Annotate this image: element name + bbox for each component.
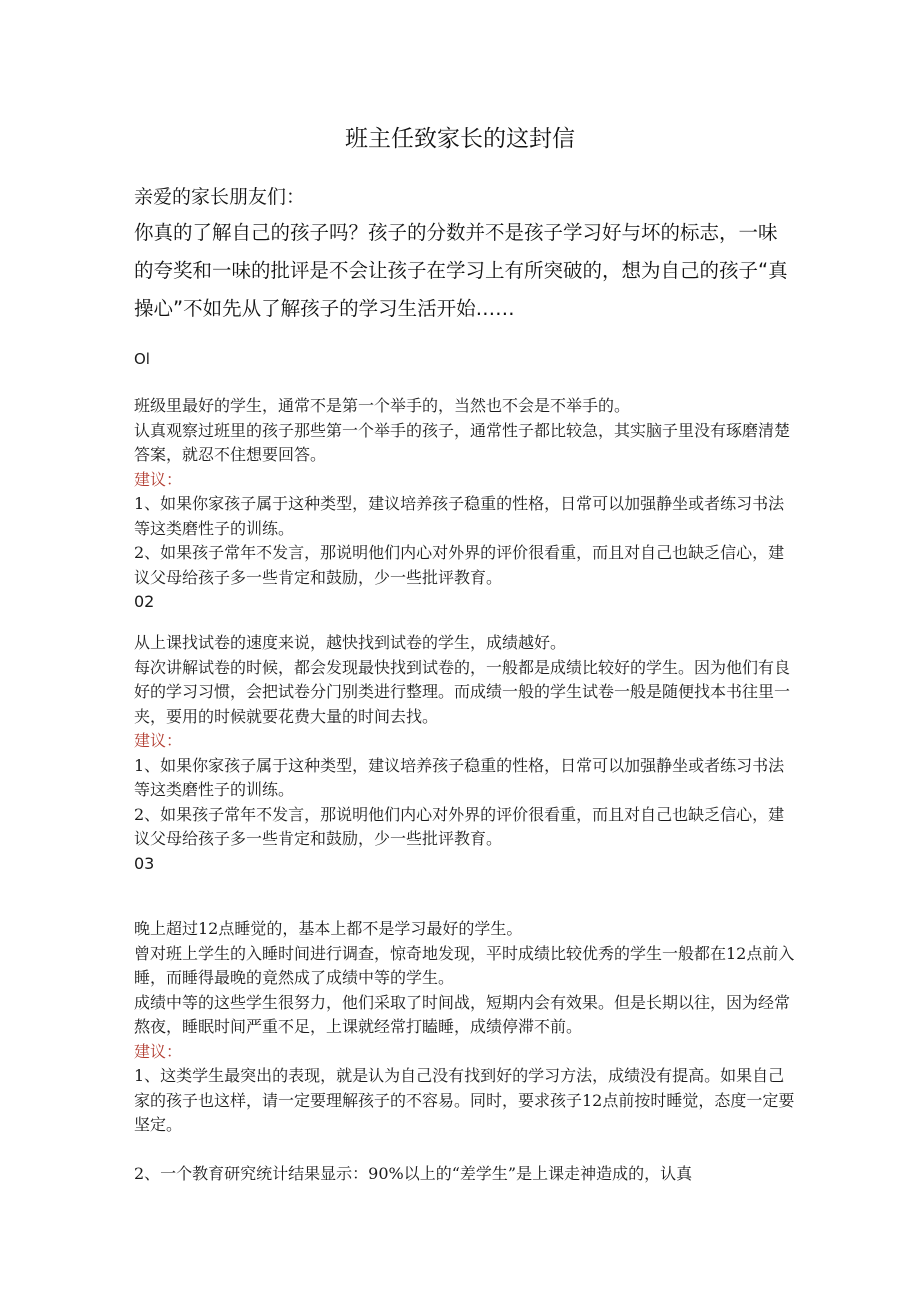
section-03 bbox=[134, 917, 796, 1186]
section-01 bbox=[134, 394, 796, 615]
advice-label: 建议： bbox=[134, 731, 183, 750]
greeting: 亲爱的家长朋友们： bbox=[134, 186, 306, 208]
advice-item: 2、如果孩子常年不发言，那说明他们内心对外界的评价很看重，而且对自己也缺乏信心，建议父母给孩子多一些肯定和鼓励，少一些批评教育。 bbox=[134, 543, 785, 587]
advice-label: 建议： bbox=[134, 1041, 183, 1061]
section-02 bbox=[134, 631, 796, 876]
paragraph: 成绩中等的这些学生很努力，他们采取了时间战，短期内会有效果。但是长期以往，因为经常熬夜，睡眠时间严重不足，上课就经常打瞌睡，成绩停滞不前。 bbox=[134, 992, 791, 1036]
paragraph: 曾对班上学生的入睡时间进行调查，惊奇地发现，平时成绩比较优秀的学生一般都在12点前入睡，而睡得最晚的竟然成了成绩中等的学生。 bbox=[134, 943, 795, 987]
advice-item: 2、如果孩子常年不发言，那说明他们内心对外界的评价很看重，而且对自己也缺乏信心，建议父母给孩子多一些肯定和鼓励，少一些批评教育。 bbox=[134, 804, 785, 848]
advice-item: 1、如果你家孩子属于这种类型，建议培养孩子稳重的性格，日常可以加强静坐或者练习书法等这类磨性子的训练。 bbox=[134, 755, 785, 799]
advice-item: 2、一个教育研究统计结果显示：90%以上的“差学生”是上课走神造成的，认真 bbox=[134, 1163, 693, 1183]
advice-label: 建议： bbox=[134, 469, 183, 489]
section-marker-03: 03 bbox=[134, 853, 155, 873]
section-marker-02: 02 bbox=[134, 592, 155, 611]
advice-item: 1、这类学生最突出的表现，就是认为自己没有找到好的学习方法，成绩没有提高。如果自己家的孩子也这样，请一定要理解孩子的不容易。同时，要求孩子12点前按时睡觉，态度一定要坚定。 bbox=[134, 1066, 795, 1134]
section-marker-01: Ol bbox=[134, 350, 150, 368]
intro-block bbox=[134, 180, 794, 328]
paragraph: 从上课找试卷的速度来说，越快找到试卷的学生，成绩越好。 bbox=[134, 633, 567, 652]
lead-paragraph: 你真的了解自己的孩子吗？孩子的分数并不是孩子学习好与坏的标志，一味的夸奖和一味的批评是不会让孩子在学习上有所突破的，想为自己的孩子“真操心”不如先从了解孩子的学习生活开始…… bbox=[134, 221, 788, 320]
page-title: 班主任致家长的这封信 bbox=[345, 126, 575, 152]
paragraph: 每次讲解试卷的时候，都会发现最快找到试卷的，一般都是成绩比较好的学生。因为他们有良好的学习习惯，会把试卷分门别类进行整理。而成绩一般的学生试卷一般是随便找本书往里一夹，要用的时候就要花费大量的时间去找。 bbox=[134, 657, 791, 726]
paragraph: 认真观察过班里的孩子那些第一个举手的孩子，通常性子都比较急，其实脑子里没有琢磨清楚答案，就忍不住想要回答。 bbox=[134, 420, 791, 464]
advice-item: 1、如果你家孩子属于这种类型，建议培养孩子稳重的性格，日常可以加强静坐或者练习书法等这类磨性子的训练。 bbox=[134, 494, 785, 538]
paragraph: 晚上超过12点睡觉的，基本上都不是学习最好的学生。 bbox=[134, 919, 523, 938]
paragraph: 班级里最好的学生，通常不是第一个举手的，当然也不会是不举手的。 bbox=[134, 396, 631, 415]
